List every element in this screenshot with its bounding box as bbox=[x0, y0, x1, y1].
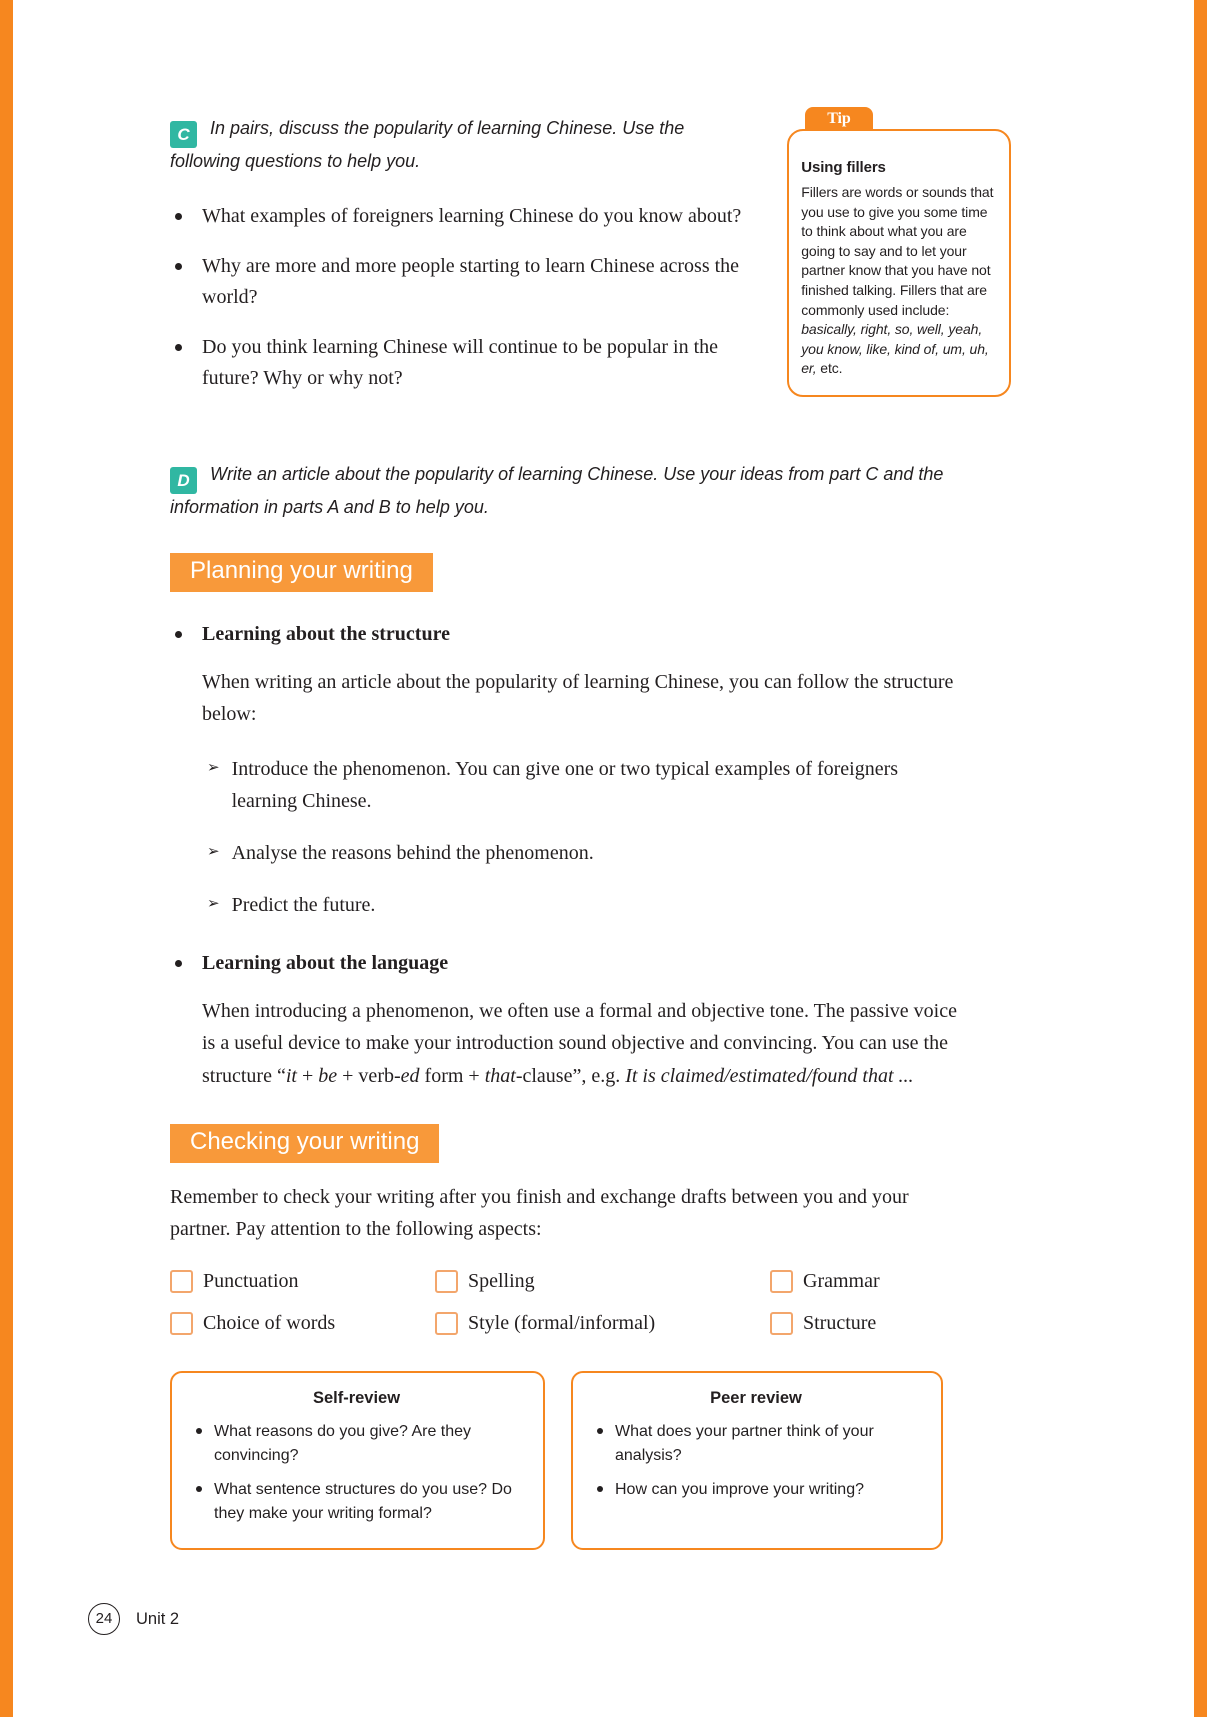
checking-banner: Checking your writing bbox=[170, 1124, 439, 1163]
language-paragraph bbox=[202, 995, 964, 1092]
list-item bbox=[207, 889, 1011, 921]
tip-examples: basically, right, so, well, yeah, you know, like, kind of, um, uh, er, bbox=[801, 321, 989, 377]
structure-heading: Learning about the structure bbox=[202, 622, 450, 645]
checkbox[interactable] bbox=[170, 1270, 193, 1293]
list-item bbox=[589, 1420, 923, 1468]
bullet-icon bbox=[175, 213, 182, 220]
page-number: 24 bbox=[88, 1603, 120, 1635]
structure-point-text: Analyse the reasons behind the phenomenon. bbox=[231, 841, 594, 864]
checkbox[interactable] bbox=[770, 1270, 793, 1293]
checkbox-label: Style (formal/informal) bbox=[468, 1311, 656, 1334]
tip-tab: Tip bbox=[805, 107, 872, 131]
language-heading: Learning about the language bbox=[202, 951, 449, 974]
bullet-icon bbox=[597, 1428, 603, 1434]
section-d-instruction bbox=[170, 461, 1011, 521]
checkbox-label: Grammar bbox=[803, 1269, 880, 1292]
review-item-text: What sentence structures do you use? Do they make your writing formal? bbox=[214, 1480, 512, 1522]
section-d bbox=[170, 461, 1011, 521]
section-c-instruction-text: In pairs, discuss the popularity of learning Chinese. Use the following questions to help you. bbox=[170, 118, 685, 171]
tip-box bbox=[787, 110, 1011, 397]
bullet-icon bbox=[196, 1428, 202, 1434]
structure-heading-row bbox=[170, 620, 1011, 648]
bullet-icon bbox=[196, 1486, 202, 1492]
planning-banner: Planning your writing bbox=[170, 553, 433, 592]
checkbox-label: Choice of words bbox=[203, 1311, 336, 1334]
structure-intro: When writing an article about the popularity of learning Chinese, you can follow the structure below: bbox=[202, 670, 954, 726]
checkbox-label: Punctuation bbox=[203, 1269, 299, 1292]
checkbox-item bbox=[170, 1270, 435, 1293]
bullet-icon bbox=[175, 631, 182, 638]
language-text-italic: that bbox=[484, 1064, 516, 1087]
top-row bbox=[170, 110, 1011, 413]
structure-points bbox=[207, 753, 1011, 921]
checkbox-item bbox=[435, 1312, 770, 1335]
list-item bbox=[188, 1420, 525, 1468]
language-text: When introducing a phenomenon, we often use a formal and objective tone. The passive voice is a useful device to make your introduction sound objective and convincing. You can use the structure “ bbox=[202, 999, 957, 1087]
bullet-icon bbox=[175, 263, 182, 270]
structure-point-text: Predict the future. bbox=[231, 893, 376, 916]
tip-body-text: Fillers are words or sounds that you use to give you some time to think about what you are going to say and to let your partner know that you have not finished talking. Fillers that are commonly used include: bbox=[801, 184, 994, 318]
arrow-icon: ➢ bbox=[207, 893, 220, 912]
checkbox[interactable] bbox=[170, 1312, 193, 1335]
section-d-instruction-text: Write an article about the popularity of learning Chinese. Use your ideas from part C and the information in parts A and B to help you. bbox=[170, 463, 944, 517]
tip-body bbox=[801, 183, 997, 379]
bullet-icon bbox=[175, 344, 182, 351]
language-text: + verb- bbox=[337, 1064, 401, 1087]
language-text-italic: ed bbox=[400, 1064, 420, 1087]
list-item bbox=[170, 332, 757, 395]
question-text: What examples of foreigners learning Chinese do you know about? bbox=[202, 205, 742, 227]
list-item bbox=[589, 1478, 923, 1502]
structure-point-text: Introduce the phenomenon. You can give one or two typical examples of foreigners learning Chinese. bbox=[231, 757, 899, 812]
checkbox-item bbox=[770, 1270, 1011, 1293]
tip-title: Using fillers bbox=[801, 159, 886, 176]
list-item bbox=[188, 1478, 525, 1526]
checkbox[interactable] bbox=[435, 1270, 458, 1293]
list-item bbox=[170, 251, 757, 314]
checkbox-item bbox=[435, 1270, 770, 1293]
bullet-icon bbox=[597, 1486, 603, 1492]
unit-label: Unit 2 bbox=[136, 1609, 180, 1628]
language-heading-row bbox=[170, 949, 1011, 977]
list-item bbox=[170, 201, 757, 233]
language-text: form + bbox=[419, 1064, 485, 1087]
language-text-italic: it bbox=[285, 1064, 297, 1087]
checkbox-label: Spelling bbox=[468, 1269, 535, 1292]
question-text: Do you think learning Chinese will continue to be popular in the future? Why or why not? bbox=[202, 335, 719, 390]
language-text-italic: It is claimed/estimated/found that ... bbox=[625, 1064, 914, 1087]
checkbox-item bbox=[170, 1312, 435, 1335]
list-item bbox=[207, 753, 1011, 817]
review-row bbox=[170, 1371, 1011, 1550]
language-text-italic: be bbox=[318, 1064, 338, 1087]
language-text: + bbox=[296, 1064, 319, 1087]
review-item-text: What reasons do you give? Are they convincing? bbox=[214, 1422, 472, 1464]
tip-tail: etc. bbox=[816, 360, 843, 377]
checkbox-item bbox=[770, 1312, 1011, 1335]
list-item bbox=[207, 837, 1011, 869]
peer-review-title: Peer review bbox=[710, 1388, 802, 1407]
arrow-icon: ➢ bbox=[207, 757, 220, 776]
review-item-text: What does your partner think of your analysis? bbox=[615, 1422, 874, 1464]
arrow-icon: ➢ bbox=[207, 841, 220, 860]
checking-intro: Remember to check your writing after you finish and exchange drafts between you and your partner. Pay attention to the following aspects: bbox=[170, 1185, 909, 1241]
section-c-instruction bbox=[170, 115, 757, 175]
peer-review-box bbox=[571, 1371, 943, 1550]
section-c-questions bbox=[170, 201, 757, 395]
checkbox-grid bbox=[170, 1270, 1011, 1335]
section-d-badge: D bbox=[170, 467, 197, 494]
page-footer bbox=[88, 1603, 179, 1635]
self-review-box bbox=[170, 1371, 545, 1550]
checkbox[interactable] bbox=[435, 1312, 458, 1335]
language-text: -clause”, e.g. bbox=[515, 1064, 626, 1087]
question-text: Why are more and more people starting to learn Chinese across the world? bbox=[202, 254, 740, 309]
self-review-title: Self-review bbox=[312, 1388, 401, 1407]
checkbox-label: Structure bbox=[803, 1311, 877, 1334]
review-item-text: How can you improve your writing? bbox=[615, 1480, 864, 1498]
checkbox[interactable] bbox=[770, 1312, 793, 1335]
section-c bbox=[170, 115, 757, 413]
section-c-badge: C bbox=[170, 121, 197, 148]
bullet-icon bbox=[175, 960, 182, 967]
